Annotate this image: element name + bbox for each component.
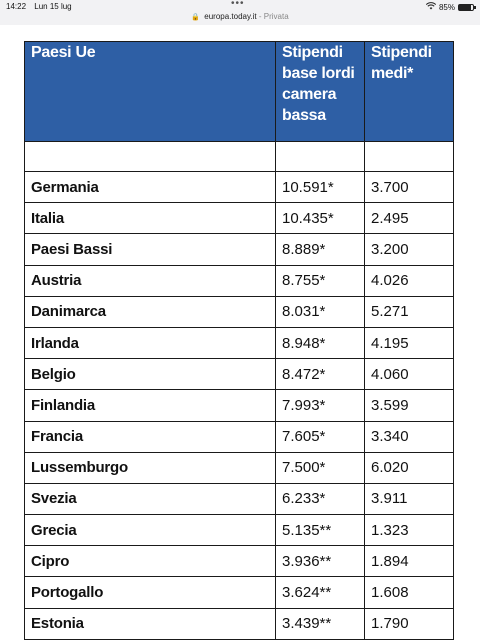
table-row (25, 234, 454, 265)
table-row (25, 608, 454, 639)
url-bar[interactable] (0, 12, 480, 24)
base-salary-cell: 3.936** (276, 546, 365, 577)
table-row (25, 452, 454, 483)
avg-salary-cell: 3.599 (365, 390, 454, 421)
battery-percentage: 85% (438, 2, 455, 12)
avg-salary-cell: 3.700 (365, 172, 454, 203)
private-browsing-label: Privata (263, 12, 289, 21)
empty-cell (365, 142, 454, 172)
avg-salary-cell: 2.495 (365, 203, 454, 234)
table-row (25, 203, 454, 234)
avg-salary-cell: 4.195 (365, 327, 454, 358)
table-row (25, 515, 454, 546)
avg-salary-cell: 3.340 (365, 421, 454, 452)
country-cell: Finlandia (25, 390, 276, 421)
country-cell: Francia (25, 421, 276, 452)
avg-salary-cell: 1.790 (365, 608, 454, 639)
country-cell: Cipro (25, 546, 276, 577)
country-cell: Estonia (25, 608, 276, 639)
battery-fill (459, 5, 471, 10)
country-cell: Austria (25, 265, 276, 296)
wifi-icon (426, 2, 436, 12)
base-salary-cell: 3.439** (276, 608, 365, 639)
header-country: Paesi Ue (25, 42, 276, 142)
country-cell: Germania (25, 172, 276, 203)
country-cell: Grecia (25, 515, 276, 546)
avg-salary-cell: 1.894 (365, 546, 454, 577)
salary-table (24, 41, 454, 640)
status-left (6, 2, 78, 11)
base-salary-cell: 7.605* (276, 421, 365, 452)
table-header-row (25, 42, 454, 142)
base-salary-cell: 6.233* (276, 483, 365, 514)
base-salary-cell: 7.500* (276, 452, 365, 483)
table-row (25, 296, 454, 327)
status-right (426, 2, 474, 12)
base-salary-cell: 10.435* (276, 203, 365, 234)
avg-salary-cell: 4.060 (365, 359, 454, 390)
country-cell: Svezia (25, 483, 276, 514)
header-base-salary: Stipendi base lordi camera bassa (276, 42, 365, 142)
country-cell: Paesi Bassi (25, 234, 276, 265)
table-row (25, 421, 454, 452)
multitasking-dots-icon[interactable]: ••• (231, 0, 245, 9)
empty-cell (276, 142, 365, 172)
avg-salary-cell: 3.911 (365, 483, 454, 514)
base-salary-cell: 7.993* (276, 390, 365, 421)
avg-salary-cell: 5.271 (365, 296, 454, 327)
battery-icon (458, 4, 474, 11)
status-bar (0, 0, 480, 12)
country-cell: Italia (25, 203, 276, 234)
avg-salary-cell: 6.020 (365, 452, 454, 483)
table-row (25, 327, 454, 358)
table-row (25, 359, 454, 390)
table-row (25, 577, 454, 608)
avg-salary-cell: 3.200 (365, 234, 454, 265)
avg-salary-cell: 1.323 (365, 515, 454, 546)
table-row (25, 390, 454, 421)
url-separator: - (258, 12, 262, 21)
avg-salary-cell: 4.026 (365, 265, 454, 296)
header-avg-salary: Stipendi medi* (365, 42, 454, 142)
base-salary-cell: 8.755* (276, 265, 365, 296)
base-salary-cell: 10.591* (276, 172, 365, 203)
table-row (25, 483, 454, 514)
table-row (25, 172, 454, 203)
country-cell: Belgio (25, 359, 276, 390)
base-salary-cell: 8.889* (276, 234, 365, 265)
lock-icon: 🔒 (191, 14, 201, 21)
status-date: Lun 15 lug (34, 2, 72, 11)
table-row (25, 265, 454, 296)
empty-cell (25, 142, 276, 172)
country-cell: Portogallo (25, 577, 276, 608)
url-domain[interactable]: europa.today.it (204, 12, 257, 21)
table-row (25, 546, 454, 577)
table-empty-row (25, 142, 454, 172)
avg-salary-cell: 1.608 (365, 577, 454, 608)
page-content (0, 25, 480, 640)
country-cell: Lussemburgo (25, 452, 276, 483)
base-salary-cell: 5.135** (276, 515, 365, 546)
country-cell: Irlanda (25, 327, 276, 358)
country-cell: Danimarca (25, 296, 276, 327)
status-time: 14:22 (6, 2, 27, 11)
base-salary-cell: 8.472* (276, 359, 365, 390)
base-salary-cell: 3.624** (276, 577, 365, 608)
base-salary-cell: 8.948* (276, 327, 365, 358)
base-salary-cell: 8.031* (276, 296, 365, 327)
